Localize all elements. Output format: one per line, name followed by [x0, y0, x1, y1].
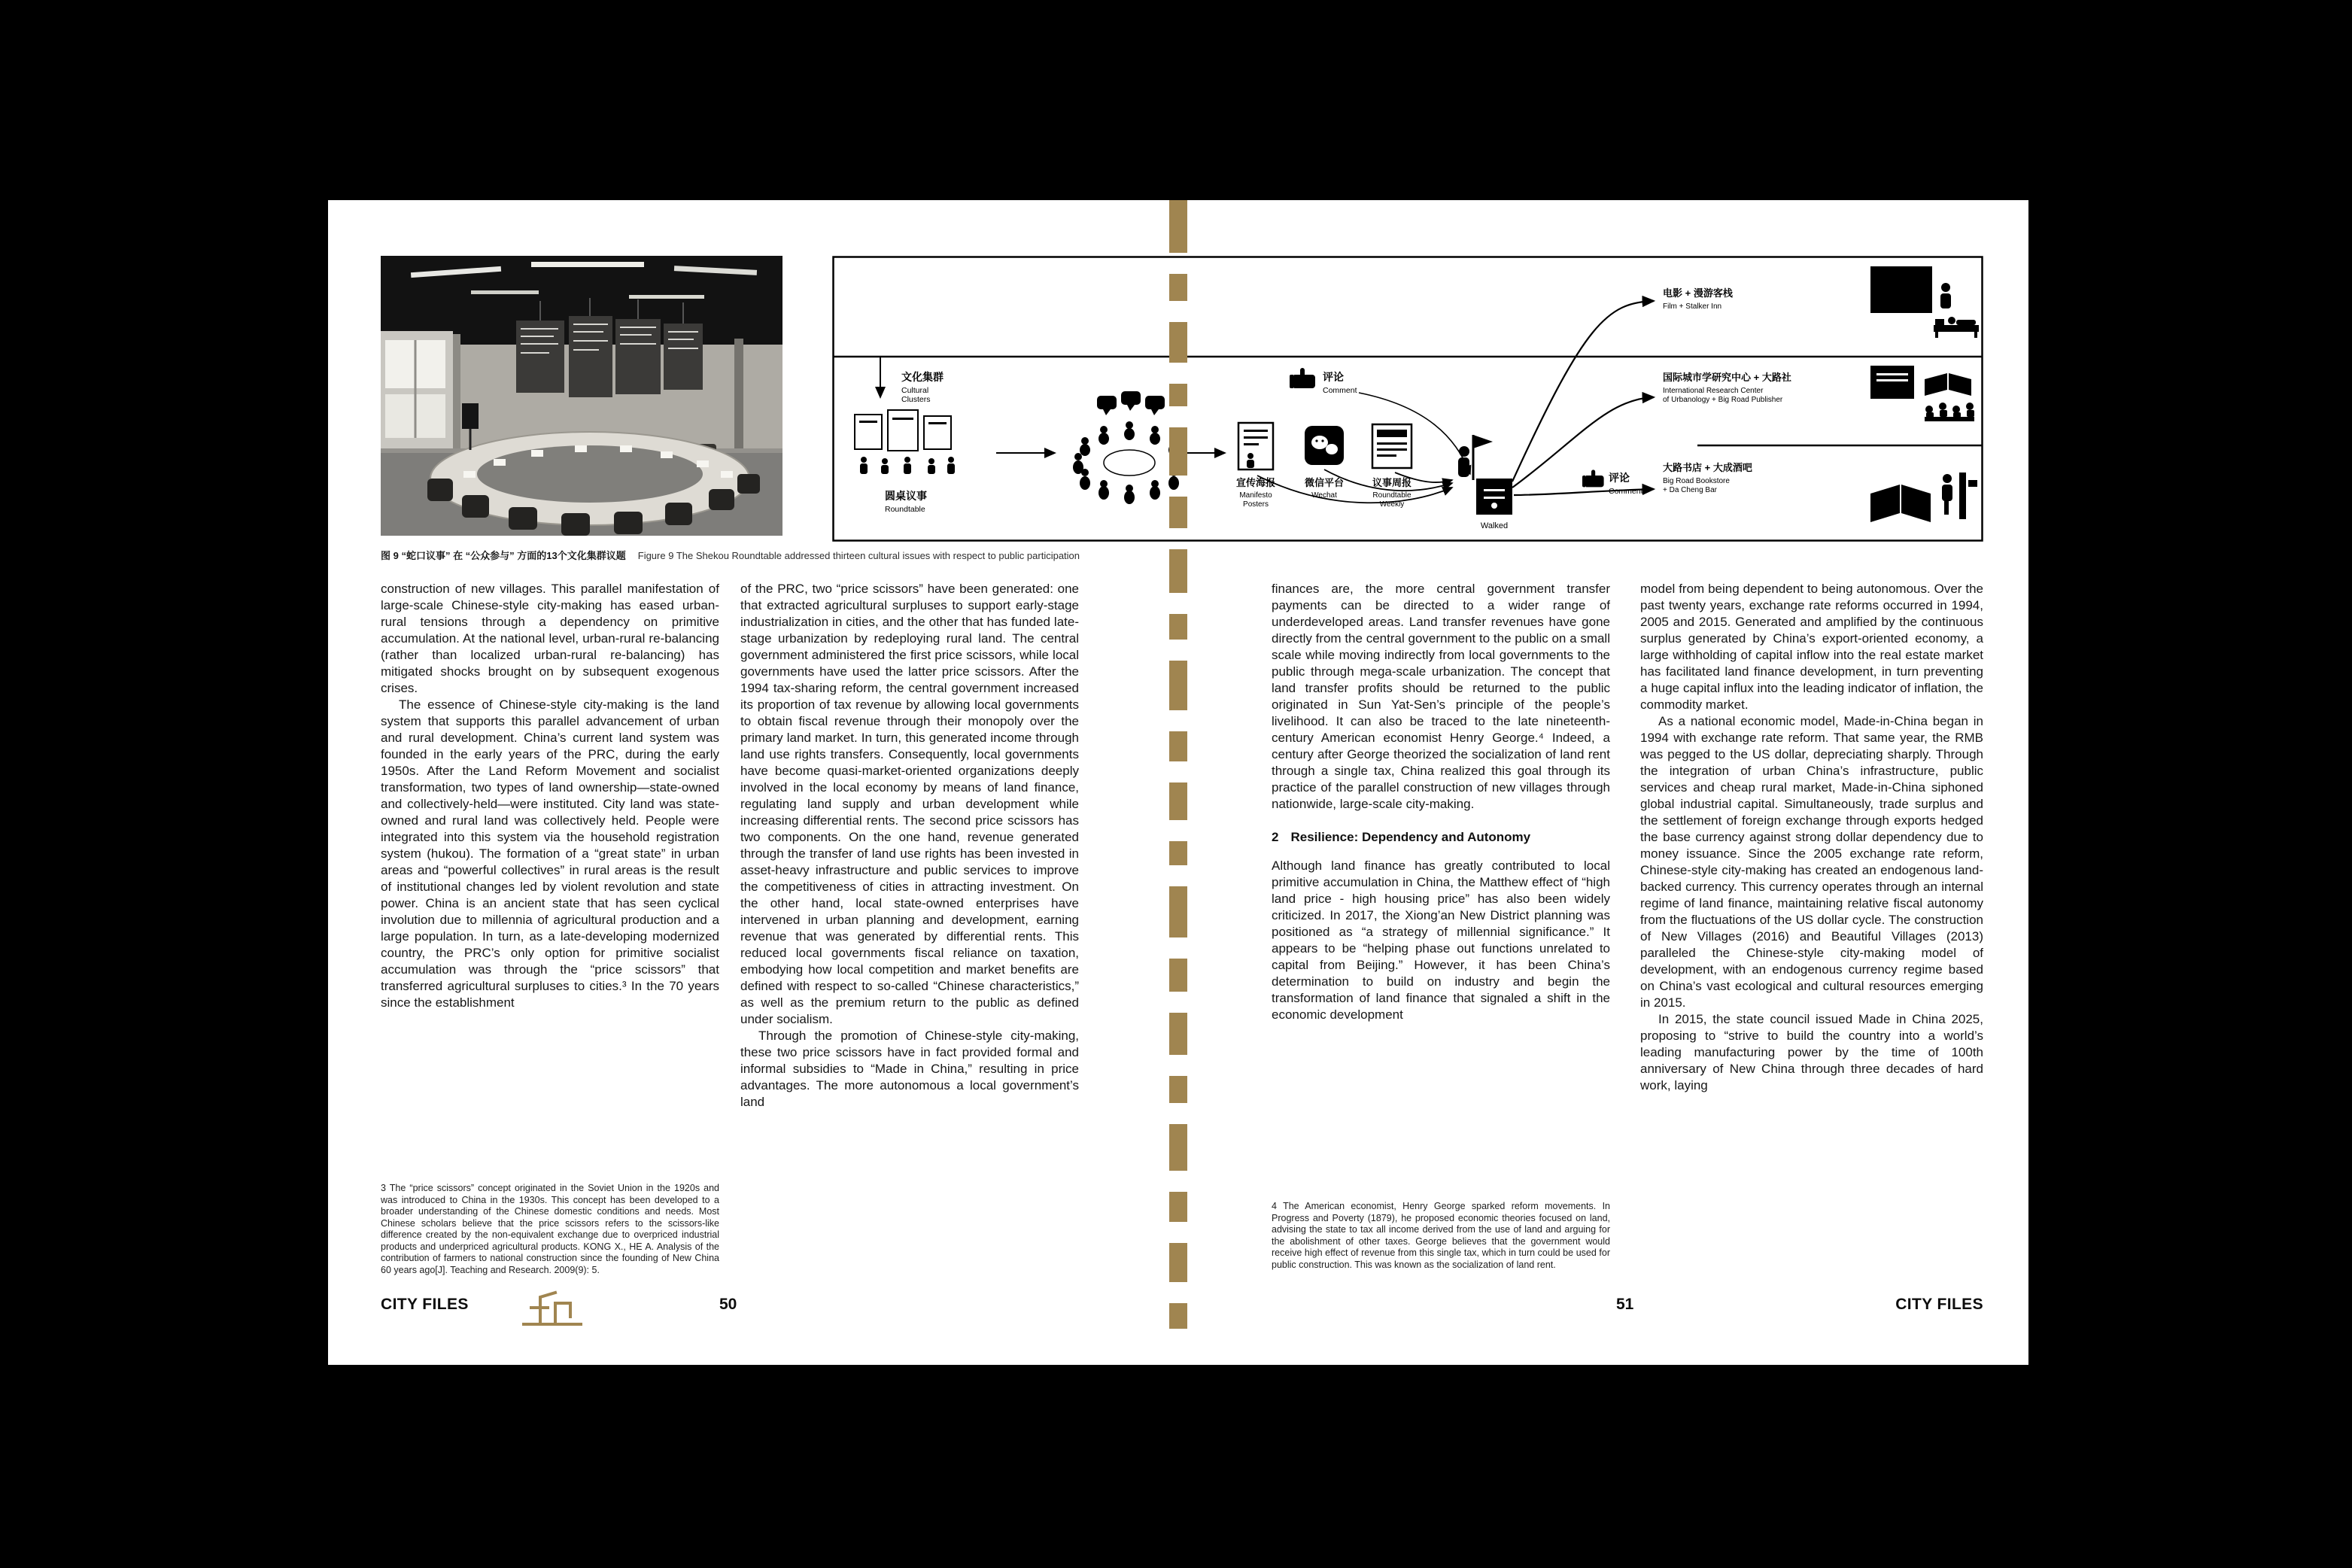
label-roundtable-en: Roundtable	[885, 505, 925, 514]
body-paragraph: Although land finance has greatly contributed to local primitive accumulation in China, the Matthew effect of “high land price - high housing price” has also been widely criticized. In 2017, the Xiong’an New District planning was positioned as “a strategy of millennial significance.” It appears to be “helping phase out functions unrelated to capital from Beijing.” However, it has been China’s determination to build on industry and begin the transformation of land finance that signaled a shift in the economic development	[1272, 858, 1610, 1022]
footnote-3: 3 The “price scissors” concept originated in the Soviet Union in the 1920s and was introduced to China in the 1930s. This concept has been developed to a broader understanding of the Chinese domestic conditions and needs. Most Chinese scholars believe that the price scissors refers to the scissors-like difference created by the non-equivalent exchange due to overpriced industrial products and underpriced agricultural products. KONG X., HE A. Analysis of the contribution of farmers to national construction since the founding of New China 60 years ago[J]. Teaching and Research. 2009(9): 5.	[381, 1183, 719, 1275]
poster-icon	[1238, 423, 1273, 469]
label-bookstore-zh: 大路书店 + 大成酒吧	[1663, 462, 1752, 473]
column	[734, 339, 743, 451]
ceiling-light	[629, 295, 704, 299]
publisher-logo-icon	[518, 1287, 587, 1330]
roundtable-photo-graphic	[381, 256, 782, 536]
label-walked: Walked	[1480, 521, 1509, 530]
body-paragraph: As a national economic model, Made-in-China began in 1994 with exchange rate reform. That same year, the RMB was pegged to the US dollar, depreciating sharply. Through the integration of urban China’s infrastructure, public services and cheap rural market, Made-in-China siphoned global industrial capital. Simultaneously, trade surplus and the settlement of foreign exchange through exports hedged the base currency against strong dollar dependency due to money issuance. Since the 2005 exchange rate reform, Chinese-style city-making has created an endogenous land-backed currency. This currency operates through an internal regime of land finance, maintaining relative fiscal autonomy from the fluctuations of the US dollar cycle. The construction of New Villages (2016) and Beautiful Villages (2013) paralleled the Chinese-style city-making model of development, with an endogenous currency regime based on China’s vast ecological and cultural resources emerging in 2015.	[1640, 714, 1983, 1010]
article-column-4	[1640, 581, 1983, 1094]
body-paragraph: finances are, the more central government transfer payments can be directed to a wider range of underdeveloped areas. Land transfer revenues have gone directly from the central government to the public on a small scale while moving indirectly from local governments to the public through mega-scale urbanization. The concept that land transfer profits should be returned to the public originated in Sun Yat-Sen’s principle of the people’s livelihood. It can also be traced to the late nineteenth-century American economist Henry George.⁴ Indeed, a century after George theorized the socialization of land rent through a single tax, China realized this goal through its practice of the parallel construction of new villages through nationwide, large-scale city-making.	[1272, 582, 1610, 811]
binding-dash	[1169, 322, 1187, 363]
label-cultural-clusters-en: Clusters	[901, 395, 931, 404]
label-weekly-zh: 议事周报	[1372, 477, 1412, 488]
binding-dash	[1169, 886, 1187, 937]
page-number-left: 50	[719, 1296, 737, 1313]
label-research-zh: 国际城市学研究中心 + 大路社	[1663, 372, 1791, 383]
label-comment1-zh: 评论	[1323, 371, 1344, 383]
figure-caption	[381, 548, 1434, 562]
body-paragraph: The essence of Chinese-style city-making is the land system that supports this parallel advancement of urban and rural development. China’s current land system was founded in the early years of the PRC, during the early 1950s. After the Land Reform Movement and socialist transformation, two types of land ownership—state-owned and collectively-held—were instituted. City land was state-owned and rural land was collectively held. People were integrated into this system via the household registration system (hukou). The formation of a “great state” in urban areas and “powerful collectives” in rural areas is the result of institutional changes led by violent revolution and state power. China is an ancient state that has seen cyclical involution due to millennia of agricultural production and a large population. In turn, as a late-developing modernized country, the PRC’s only option for primitive socialist accumulation was through the “price scissors” that transferred agricultural surpluses to cities.³ In the 70 years since the establishment	[381, 697, 719, 1010]
magazine-spread	[328, 200, 2028, 1365]
binding-dash	[1169, 959, 1187, 992]
label-roundtable-zh: 圆桌议事	[885, 490, 927, 502]
section-title: Resilience: Dependency and Autonomy	[1290, 830, 1531, 844]
section-number: 2	[1272, 830, 1279, 844]
ceiling-light	[471, 290, 539, 294]
binding-dash	[1169, 200, 1187, 253]
label-bookstore-en: Big Road Bookstore	[1663, 477, 1730, 485]
column	[453, 334, 460, 451]
binding-dash	[1169, 841, 1187, 865]
binding-dash	[1169, 1076, 1187, 1103]
label-weekly-en: Roundtable	[1372, 491, 1412, 500]
page-number-right: 51	[1616, 1296, 1634, 1313]
binding-dash	[1169, 614, 1187, 640]
label-comment2-zh: 评论	[1609, 472, 1630, 484]
label-posters-en: Manifesto	[1239, 491, 1272, 500]
label-cultural-clusters-en: Cultural	[901, 386, 929, 395]
speaker-icon	[462, 403, 479, 429]
figure-caption-zh: 图 9 “蛇口议事” 在 “公众参与” 方面的13个文化集群议题	[381, 550, 626, 561]
roundtable-photo	[381, 256, 782, 536]
label-posters-en: Posters	[1243, 500, 1269, 509]
label-posters-zh: 宣传海报	[1235, 477, 1276, 488]
binding-dash	[1169, 497, 1187, 528]
label-film-zh: 电影 + 漫游客栈	[1663, 287, 1733, 299]
binding-dash	[1169, 1192, 1187, 1222]
label-wechat-en: Wechat	[1311, 491, 1337, 500]
figure-caption-en: Figure 9 The Shekou Roundtable addressed thirteen cultural issues with respect to public participation	[637, 550, 1080, 561]
footer-brand-left: CITY FILES	[381, 1296, 469, 1313]
section-heading	[1272, 829, 1610, 846]
label-wechat-zh: 微信平台	[1304, 477, 1345, 488]
label-comment2-en: Comment	[1609, 487, 1643, 496]
binding-dashes	[1169, 200, 1187, 1365]
shekou-diagram	[832, 256, 1983, 542]
wechat-icon	[1305, 426, 1344, 465]
footer-brand-right: CITY FILES	[1895, 1296, 1983, 1313]
label-bookstore-en: + Da Cheng Bar	[1663, 486, 1717, 494]
label-comment1-en: Comment	[1323, 386, 1357, 395]
label-research-en: International Research Center	[1663, 387, 1764, 395]
binding-dash	[1169, 782, 1187, 820]
body-paragraph: In 2015, the state council issued Made in China 2025, proposing to “strive to build the country into a world’s leading manufacturing power by the time of 100th anniversary of New China through three decades of hard work, laying	[1640, 1012, 1983, 1092]
article-column-3	[1272, 581, 1610, 1023]
ceiling-light	[531, 262, 644, 267]
body-paragraph: of the PRC, two “price scissors” have been generated: one that extracted agricultural surpluses to support early-stage industrialization in cities, and the other that has funded late-stage urbanization by redeploying rural land. The central government administered the first price scissors, while local governments have used the latter price scissors. After the 1994 tax-sharing reform, the central government increased its proportion of tax revenue by allowing local governments to obtain fiscal revenue through their monopoly over the primary land market. In turn, this generated income through land use rights transfers. Consequently, local governments have become quasi-market-oriented organizations deeply involved in the local economy by means of land finance, regulating land supply and urban development while increasing differential rents. The second price scissors has two components. On the one hand, revenue generated through the transfer of land use rights has been invested in asset-heavy infrastructure and public services to improve the competitiveness of cities in attracting investment. On the other hand, local state-owned enterprises have intervened in urban planning and development, earning revenue that was generated by differential rents. This reduced local governments fiscal reliance on taxation, embodying how local competition and market benefits are defined with respect to so-called “Chinese characteristics,” as well as the premium return to the public as defined under socialism.	[740, 582, 1079, 1026]
shekou-diagram-graphic	[832, 256, 1983, 542]
binding-dash	[1169, 274, 1187, 301]
binding-dash	[1169, 1124, 1187, 1171]
label-research-en: of Urbanology + Big Road Publisher	[1663, 396, 1783, 404]
binding-dash	[1169, 1243, 1187, 1282]
article-column-1	[381, 581, 719, 1011]
article-column-2	[740, 581, 1079, 1111]
binding-dash	[1169, 427, 1187, 476]
body-paragraph: Through the promotion of Chinese-style city-making, these two price scissors have in fact provided formal and informal subsidies to “Made in China,” resulting in price advantages. The more autonomous a local government’s land	[740, 1029, 1079, 1109]
body-paragraph: model from being dependent to being autonomous. Over the past twenty years, exchange rate reforms occurred in 1994, 2005 and 2015. Generated and amplified by the continuous surplus generated by China’s export-oriented economy, a large withholding of capital inflow into the real estate market has facilitated land finance development, in turn preventing a huge capital influx into the leading indicator of inflation, the commodity market.	[1640, 582, 1983, 712]
label-cultural-clusters-zh: 文化集群	[901, 371, 944, 383]
weekly-icon	[1372, 424, 1412, 468]
binding-dash	[1169, 384, 1187, 406]
label-weekly-en: Weekly	[1379, 500, 1405, 509]
binding-dash	[1169, 549, 1187, 593]
body-paragraph: construction of new villages. This parallel manifestation of large-scale Chinese-style city-making has eased urban-rural tensions through a dependency on primitive accumulation. At the national level, urban-rural re-balancing (rather than localized urban-rural re-balancing) has mitigated shocks brought on by subsequent exogenous crises.	[381, 582, 719, 695]
binding-dash	[1169, 661, 1187, 710]
binding-dash	[1169, 1303, 1187, 1329]
film-screen-icon	[1870, 266, 1932, 313]
binding-dash	[1169, 1013, 1187, 1055]
research-screen-icon	[1870, 366, 1914, 399]
footnote-4: 4 The American economist, Henry George sparked reform movements. In Progress and Poverty (1879), he proposed economic theories focused on land, advising the state to tax all income derived from the use of land and arguing for the abolishment of other taxes. George believes that the government would receive high effect of revenue from this single tax, which in turn could be used for public construction. This was known as the socialization of land rent.	[1272, 1201, 1610, 1270]
binding-dash	[1169, 731, 1187, 761]
label-film-en: Film + Stalker Inn	[1663, 302, 1722, 311]
